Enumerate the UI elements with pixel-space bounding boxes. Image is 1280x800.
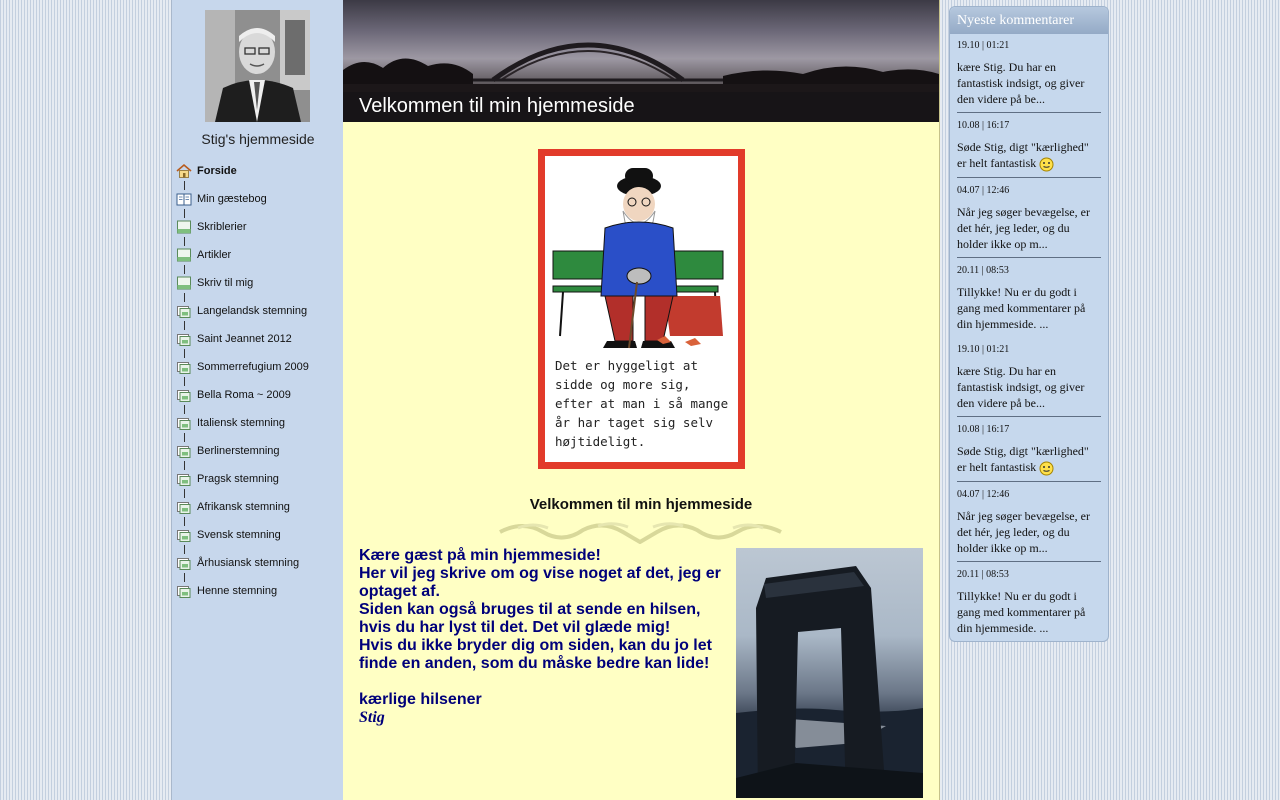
nav-label: Sommerrefugium 2009: [197, 361, 309, 373]
gallery-icon: [176, 443, 192, 459]
nav-item-skriv-til-mig[interactable]: [176, 275, 342, 303]
gallery-icon: [176, 359, 192, 375]
nav-label: Afrikansk stemning: [197, 501, 290, 513]
nav-item-forside[interactable]: [176, 163, 342, 191]
gallery-icon: [176, 303, 192, 319]
storm-p-poster: [538, 149, 745, 469]
page-icon: [176, 275, 192, 291]
decorative-divider: [498, 518, 783, 544]
nav-label: Berlinerstemning: [197, 445, 280, 457]
portal-photo: [736, 548, 923, 798]
nav-item-skriblerier[interactable]: [176, 219, 342, 247]
nav-item-henne[interactable]: [176, 583, 342, 611]
nav-item-sommerrefugium[interactable]: [176, 359, 342, 387]
gallery-icon: [176, 415, 192, 431]
gallery-icon: [176, 527, 192, 543]
comment-item[interactable]: [957, 344, 1101, 417]
comment-date: 10.08 | 16:17: [957, 120, 1010, 131]
nav-label: Italiensk stemning: [197, 417, 286, 429]
nav-item-berliner[interactable]: [176, 443, 342, 471]
gallery-icon: [176, 387, 192, 403]
gallery-icon: [176, 331, 192, 347]
tree-connector: [184, 489, 185, 498]
nav-label: Henne stemning: [197, 585, 278, 597]
main-navigation: [176, 163, 342, 611]
tree-connector: [184, 377, 185, 386]
comment-text: Søde Stig, digt "kærlighed" er helt fantastisk: [957, 140, 1089, 170]
nav-label: Min gæstebog: [197, 193, 267, 205]
welcome-heading: Velkommen til min hjemmeside: [529, 496, 753, 513]
comment-item[interactable]: [957, 424, 1101, 482]
tree-connector: [184, 265, 185, 274]
message-line: Siden kan også bruges til at sende en hilsen, hvis du har lyst til det. Det vil glæde mig!: [359, 601, 701, 636]
comment-text: kære Stig. Du har en fantastisk indsigt, og giver den videre på be...: [957, 60, 1085, 106]
nav-item-italiensk[interactable]: [176, 415, 342, 443]
tree-connector: [184, 573, 185, 582]
nav-label: Svensk stemning: [197, 529, 281, 541]
comment-text: Når jeg søger bevægelse, er det hér, jeg leder, og du holder ikke op m...: [957, 508, 1090, 555]
nav-label: Saint Jeannet 2012: [197, 333, 292, 345]
nav-label: Skriv til mig: [197, 277, 254, 289]
home-icon: [176, 163, 192, 179]
nav-label: Bella Roma ~ 2009: [197, 389, 291, 401]
tree-connector: [184, 517, 185, 526]
tree-connector: [184, 209, 185, 218]
nav-item-langelandsk[interactable]: [176, 303, 342, 331]
tree-connector: [184, 349, 185, 358]
profile-photo: [205, 10, 310, 122]
tree-connector: [184, 545, 185, 554]
comments-list: [950, 34, 1108, 641]
poster-caption: Det er hyggeligt at sidde og more sig, efter at man i så mange år har taget sig selv højtideligt.: [555, 358, 729, 449]
nav-item-pragsk[interactable]: [176, 471, 342, 499]
page-title: Velkommen til min hjemmeside: [359, 95, 635, 117]
nav-label: Pragsk stemning: [197, 473, 279, 485]
comment-item[interactable]: [957, 265, 1101, 337]
comment-date: 20.11 | 08:53: [957, 264, 1009, 276]
message-line: Hvis du ikke bryder dig om siden, kan du jo let finde en anden, som du måske bedre kan lide!: [359, 637, 712, 672]
page-icon: [176, 247, 192, 263]
gallery-icon: [176, 471, 192, 487]
comment-item[interactable]: [957, 120, 1101, 178]
message-line: Kære gæst på min hjemmeside!: [359, 547, 601, 564]
smiley-icon: [1039, 461, 1054, 476]
tree-connector: [184, 405, 185, 414]
nav-item-guestbook[interactable]: [176, 191, 342, 219]
nav-item-bella-roma[interactable]: [176, 387, 342, 415]
welcome-message: [359, 547, 729, 727]
comment-date: 04.07 | 12:46: [957, 488, 1010, 500]
smiley-icon: [1039, 157, 1054, 172]
main-content: [343, 0, 940, 800]
tree-connector: [184, 321, 185, 330]
message-greeting: kærlige hilsener: [359, 691, 482, 708]
comment-text: Tillykke! Nu er du godt i gang med kommentarer på din hjemmeside. ...: [957, 284, 1086, 331]
message-signature: Stig: [359, 709, 385, 726]
nav-label: Artikler: [197, 249, 232, 261]
site-name: Stig's hjemmeside: [201, 131, 315, 147]
tree-connector: [184, 293, 185, 302]
tree-connector: [184, 461, 185, 470]
comment-item[interactable]: [957, 40, 1101, 113]
header-banner: [343, 0, 939, 122]
gallery-icon: [176, 555, 192, 571]
comment-text: Tillykke! Nu er du godt i gang med kommentarer på din hjemmeside. ...: [957, 588, 1086, 635]
comment-text: Når jeg søger bevægelse, er det hér, jeg leder, og du holder ikke op m...: [957, 204, 1090, 251]
nav-item-afrikansk[interactable]: [176, 499, 342, 527]
nav-label: Århusiansk stemning: [197, 557, 300, 569]
nav-item-saint-jeannet[interactable]: [176, 331, 342, 359]
gallery-icon: [176, 499, 192, 515]
comments-panel-title: Nyeste kommentarer: [950, 7, 1108, 34]
comment-date: 19.10 | 01:21: [957, 40, 1010, 51]
latest-comments-panel: [949, 6, 1109, 642]
comment-item[interactable]: [957, 489, 1101, 562]
nav-label: Langelandsk stemning: [197, 305, 308, 317]
tree-connector: [184, 237, 185, 246]
comment-text: kære Stig. Du har en fantastisk indsigt, og giver den videre på be...: [957, 363, 1085, 410]
poster-illustration: [545, 156, 738, 356]
comment-text: Søde Stig, digt "kærlighed" er helt fantastisk: [957, 443, 1089, 474]
nav-item-svensk[interactable]: [176, 527, 342, 555]
comment-date: 20.11 | 08:53: [957, 568, 1009, 580]
tree-connector: [184, 433, 185, 442]
comment-date: 10.08 | 16:17: [957, 423, 1010, 435]
comment-date: 19.10 | 01:21: [957, 343, 1010, 355]
nav-label: Skriblerier: [197, 221, 247, 233]
nav-item-aarhusiansk[interactable]: [176, 555, 342, 583]
nav-item-artikler[interactable]: [176, 247, 342, 275]
comment-item[interactable]: [957, 185, 1101, 258]
comment-date: 04.07 | 12:46: [957, 184, 1010, 196]
tree-connector: [184, 181, 185, 190]
page-icon: [176, 219, 192, 235]
nav-label: Forside: [197, 165, 237, 177]
guestbook-icon: [176, 191, 192, 207]
gallery-icon: [176, 583, 192, 599]
comment-item[interactable]: [957, 569, 1101, 641]
left-sidebar: [171, 0, 345, 800]
message-line: Her vil jeg skrive om og vise noget af det, jeg er optaget af.: [359, 565, 721, 600]
